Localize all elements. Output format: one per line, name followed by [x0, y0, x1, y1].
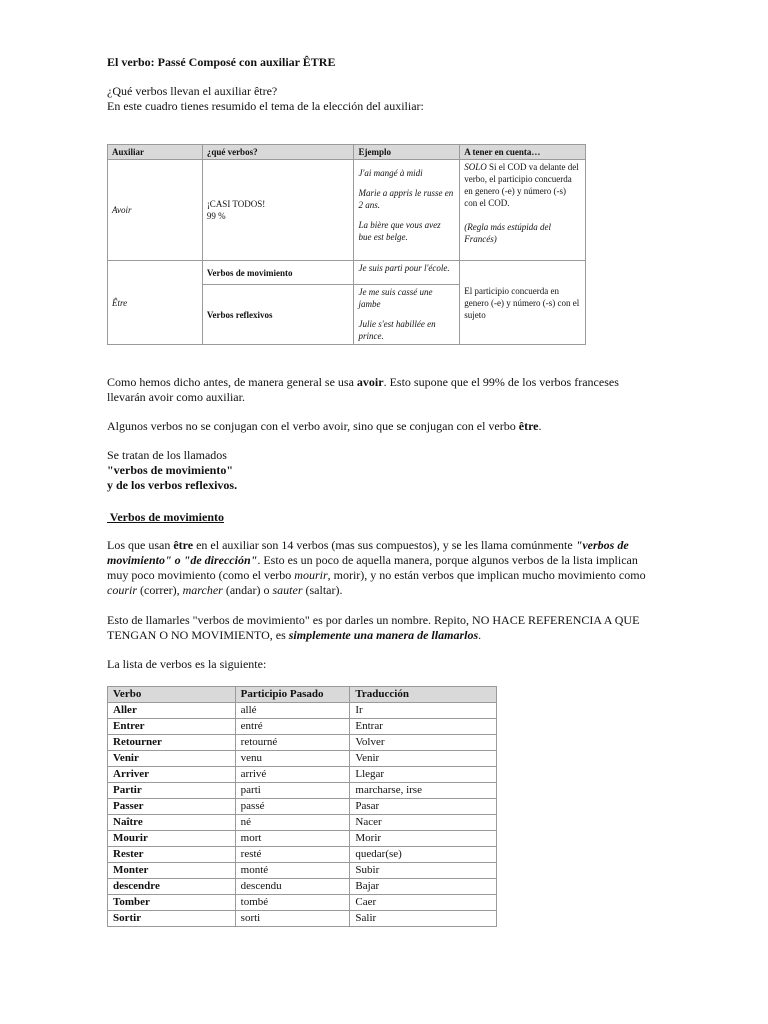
verbs-header-translation: Traducción — [350, 687, 497, 703]
aux-etre-reflexive-label: Verbos reflexivos — [202, 285, 354, 345]
table-row — [108, 799, 497, 815]
table-row — [108, 767, 497, 783]
participle-cell: tombé — [235, 895, 350, 911]
verbs-header-verb: Verbo — [108, 687, 236, 703]
table-row — [108, 895, 497, 911]
avoir-note-text: Si el COD va delante del verbo, el participio concuerda en genero (-e) y número (-s) con el COD. — [464, 162, 579, 208]
participle-cell: parti — [235, 783, 350, 799]
table-row — [108, 863, 497, 879]
verb-cell: Retourner — [108, 735, 236, 751]
translation-cell: Venir — [350, 751, 497, 767]
table-row — [108, 783, 497, 799]
participle-cell: mort — [235, 831, 350, 847]
aux-header-notes: A tener en cuenta… — [460, 145, 586, 160]
verbs-header-participle: Participio Pasado — [235, 687, 350, 703]
aux-avoir-verbs — [202, 160, 354, 261]
aux-avoir-note — [460, 160, 586, 261]
translation-cell: Subir — [350, 863, 497, 879]
reflexive-example-1: Je me suis cassé une jambe — [358, 287, 433, 309]
translation-cell: Caer — [350, 895, 497, 911]
table-row — [108, 879, 497, 895]
participle-cell: allé — [235, 703, 350, 719]
table-row — [108, 751, 497, 767]
verb-cell: Partir — [108, 783, 236, 799]
translation-cell: Pasar — [350, 799, 497, 815]
translation-cell: quedar(se) — [350, 847, 497, 863]
aux-table-header — [108, 145, 586, 160]
participle-cell: resté — [235, 847, 350, 863]
verb-cell: Mourir — [108, 831, 236, 847]
verb-cell: descendre — [108, 879, 236, 895]
table-row — [108, 703, 497, 719]
called-line1: Se tratan de los llamados — [107, 448, 227, 462]
participle-cell: descendu — [235, 879, 350, 895]
table-row — [108, 719, 497, 735]
paragraph-called — [107, 448, 237, 493]
paragraph-movement-verbs: Los que usan être en el auxiliar son 14 verbos (mas sus compuestos), y se les llama comúnmente "verbos de movimiento" o "de dirección". Esto es un poco de aquella manera, porque algunos verbos de la lista implican muy poco movimiento (como el verbo mourir, morir), y no están verbos que implican mucho movimiento como courir (correr), marcher (andar) o sauter (saltar). — [107, 538, 646, 597]
called-line2: "verbos de movimiento" — [107, 463, 233, 477]
table-row — [108, 815, 497, 831]
aux-header-example: Ejemplo — [354, 145, 460, 160]
reflexive-example-2: Julie s'est habillée en prince. — [358, 319, 436, 341]
verb-cell: Rester — [108, 847, 236, 863]
aux-row-avoir — [108, 160, 586, 261]
aux-etre-movement-example: Je suis parti pour l'école. — [354, 261, 460, 285]
avoir-verbs-line1: ¡CASI TODOS! — [206, 199, 266, 209]
table-row — [108, 735, 497, 751]
participle-cell: arrivé — [235, 767, 350, 783]
aux-avoir-examples — [354, 160, 460, 261]
avoir-example-2: Marie a appris le russe en 2 ans. — [358, 188, 454, 210]
verb-cell: Passer — [108, 799, 236, 815]
avoir-note-extra: (Regla más estúpida del Francés) — [464, 222, 551, 244]
verb-cell: Venir — [108, 751, 236, 767]
called-line3: y de los verbos reflexivos. — [107, 478, 238, 492]
verb-cell: Aller — [108, 703, 236, 719]
translation-cell: Morir — [350, 831, 497, 847]
table-row — [108, 847, 497, 863]
participle-cell: né — [235, 815, 350, 831]
participle-cell: entré — [235, 719, 350, 735]
page-title: El verbo: Passé Composé con auxiliar ÊTRE — [107, 55, 336, 69]
paragraph-avoir: Como hemos dicho antes, de manera general se usa avoir. Esto supone que el 99% de los verbos franceses llevarán avoir como auxiliar. — [107, 375, 619, 404]
verb-cell: Tomber — [108, 895, 236, 911]
paragraph-list-intro: La lista de verbos es la siguiente: — [107, 657, 267, 671]
verb-cell: Arriver — [108, 767, 236, 783]
participle-cell: monté — [235, 863, 350, 879]
paragraph-naming: Esto de llamarles "verbos de movimiento" es por darles un nombre. Repito, NO HACE REFERENCIA A QUE TENGAN O NO MOVIMIENTO, es simplemente una manera de llamarlos. — [107, 613, 640, 642]
auxiliary-table — [107, 144, 586, 345]
aux-header-auxiliar: Auxiliar — [108, 145, 203, 160]
aux-etre-note: El participio concuerda en genero (-e) y número (-s) con el sujeto — [460, 261, 586, 345]
avoir-example-3: La bière que vous avez bue est belge. — [358, 220, 441, 242]
verbs-table-header — [108, 687, 497, 703]
avoir-example-1: J'ai mangé à midi — [358, 168, 423, 178]
aux-etre-label: Être — [108, 261, 203, 345]
avoir-verbs-line2: 99 % — [206, 211, 226, 221]
intro-question: ¿Qué verbos llevan el auxiliar être? — [107, 84, 278, 98]
section-heading: Verbos de movimiento — [107, 510, 224, 524]
aux-avoir-label: Avoir — [108, 160, 203, 261]
participle-cell: passé — [235, 799, 350, 815]
verb-cell: Naître — [108, 815, 236, 831]
translation-cell: Volver — [350, 735, 497, 751]
translation-cell: marcharse, irse — [350, 783, 497, 799]
verb-cell: Monter — [108, 863, 236, 879]
aux-row-etre-movement — [108, 261, 586, 285]
table-row — [108, 831, 497, 847]
intro-summary: En este cuadro tienes resumido el tema de la elección del auxiliar: — [107, 99, 424, 113]
note-solo-label: SOLO — [464, 162, 487, 172]
participle-cell: retourné — [235, 735, 350, 751]
translation-cell: Bajar — [350, 879, 497, 895]
aux-etre-movement-label: Verbos de movimiento — [202, 261, 354, 285]
aux-etre-reflexive-examples — [354, 285, 460, 345]
participle-cell: sorti — [235, 911, 350, 927]
translation-cell: Entrar — [350, 719, 497, 735]
translation-cell: Llegar — [350, 767, 497, 783]
table-row — [108, 911, 497, 927]
translation-cell: Salir — [350, 911, 497, 927]
translation-cell: Ir — [350, 703, 497, 719]
verb-cell: Entrer — [108, 719, 236, 735]
translation-cell: Nacer — [350, 815, 497, 831]
paragraph-etre: Algunos verbos no se conjugan con el verbo avoir, sino que se conjugan con el verbo être. — [107, 419, 542, 433]
aux-header-verbs: ¿qué verbos? — [202, 145, 354, 160]
verbs-table — [107, 686, 497, 927]
participle-cell: venu — [235, 751, 350, 767]
verb-cell: Sortir — [108, 911, 236, 927]
